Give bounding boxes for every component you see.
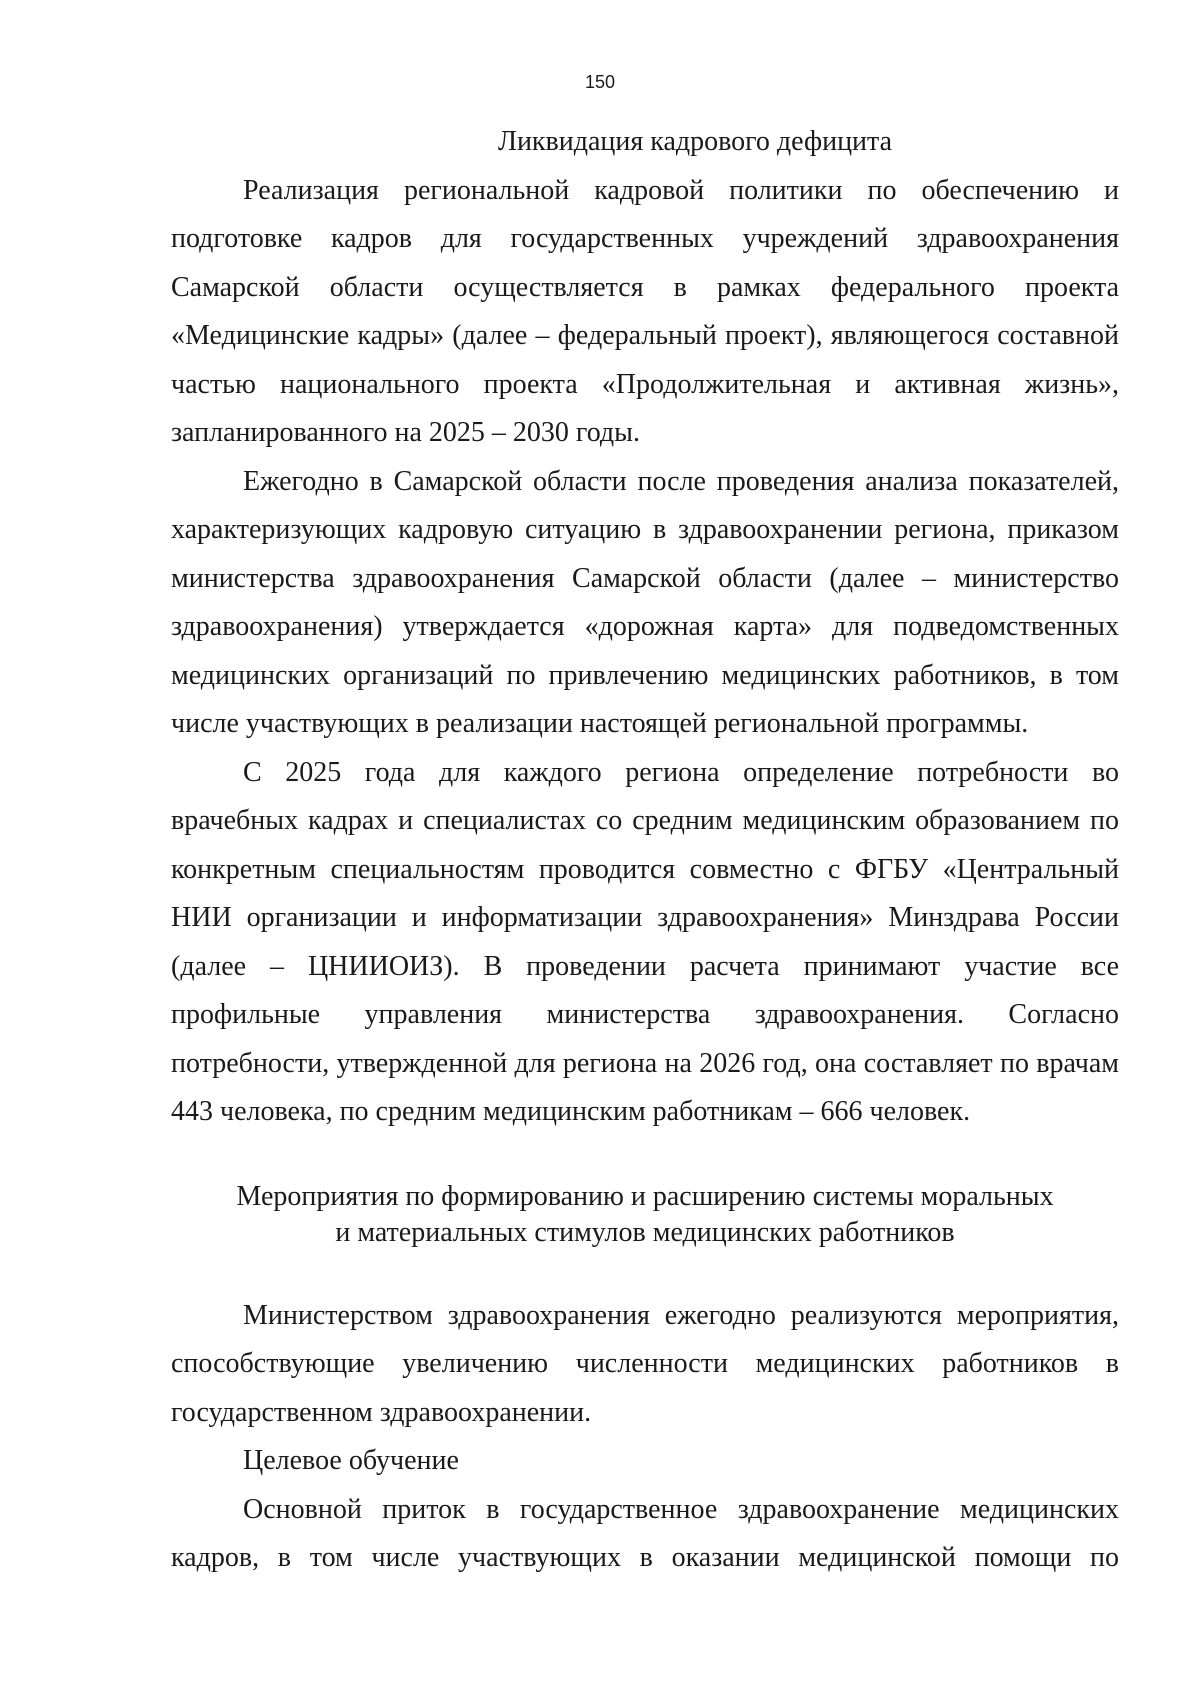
- page-number: 150: [584, 72, 616, 92]
- paragraph-main-inflow: Основной приток в государственное здравоохранение медицинских кадров, в том числе участвующих в оказании медицинской помощи по: [171, 1493, 1119, 1573]
- section-heading-staff-shortage: Ликвидация кадрового дефицита: [497, 126, 893, 157]
- section-heading-incentives: [171, 1179, 1119, 1251]
- section-heading-incentives-line-1: Мероприятия по формированию и расширению системы моральных: [236, 1180, 1054, 1212]
- subheading-targeted-training: Целевое обучение: [243, 1445, 459, 1476]
- paragraph-staff-demand: С 2025 года для каждого региона определение потребности во врачебных кадрах и специалистах со средним медицинским образованием по конкретным специальностям проводится совместно с ФГБУ «Центральный НИИ организации и информатизации здравоохранения» Минздрава России (далее – ЦНИИОИЗ). В проведении расчета принимают участие все профильные управления министерства здравоохранения. Согласно потребности, утвержденной для региона на 2026 год, она составляет по врачам 443 человека, по средним медицинским работникам – 666 человек.: [171, 756, 1119, 1127]
- paragraph-road-map: Ежегодно в Самарской области после проведения анализа показателей, характеризующих кадровую ситуацию в здравоохранении региона, приказом министерства здравоохранения Самарской области (далее – министерство здравоохранения) утверждается «дорожная карта» для подведомственных медицинских организаций по привлечению медицинских работников, в том числе участвующих в реализации настоящей региональной программы.: [171, 465, 1119, 739]
- paragraph-regional-policy: Реализация региональной кадровой политики по обеспечению и подготовке кадров для государственных учреждений здравоохранения Самарской области осуществляется в рамках федерального проекта «Медицинские кадры» (далее – федеральный проект), являющегося составной частью национального проекта «Продолжительная и активная жизнь», запланированного на 2025 – 2030 годы.: [171, 174, 1119, 448]
- section-heading-incentives-line-2: и материальных стимулов медицинских работников: [335, 1216, 955, 1248]
- document-body: [171, 118, 1119, 1583]
- paragraph-ministry-measures: Министерством здравоохранения ежегодно реализуются мероприятия, способствующие увеличению численности медицинских работников в государственном здравоохранении.: [171, 1299, 1119, 1428]
